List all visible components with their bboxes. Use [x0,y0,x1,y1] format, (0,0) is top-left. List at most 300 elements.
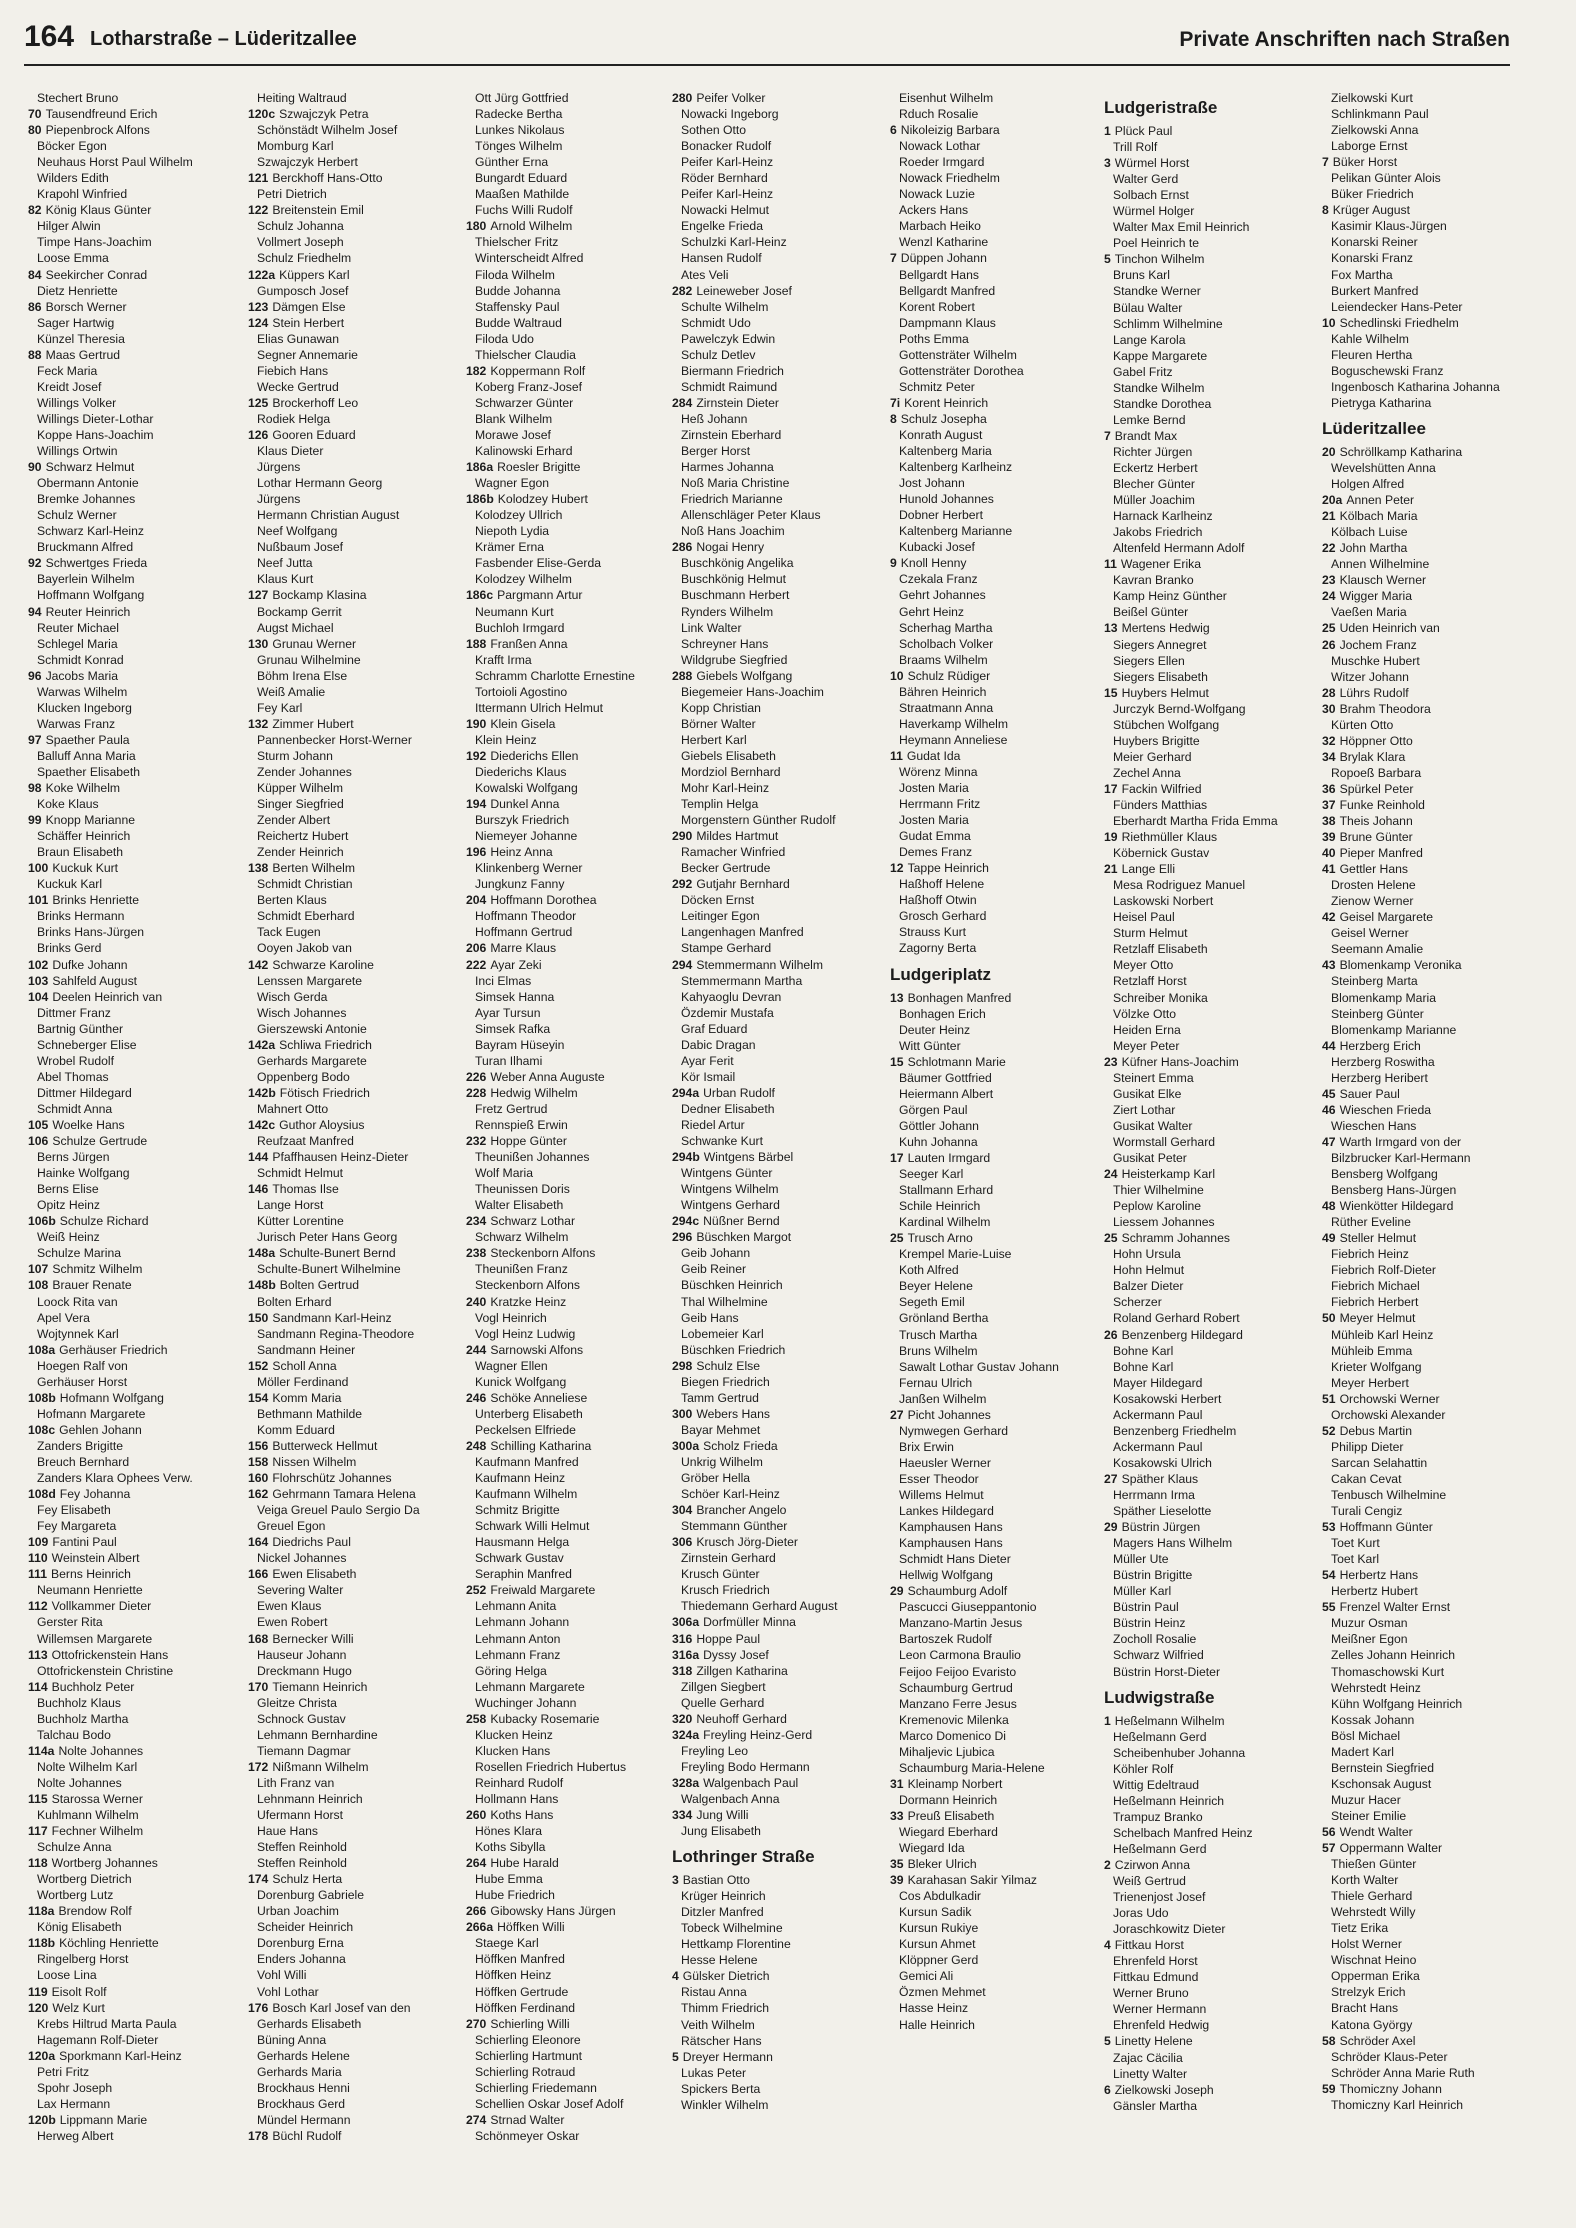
resident-name: Peifer Karl-Heinz [681,155,774,170]
column-6 [1104,90,1304,2210]
resident-entry [248,1775,448,1791]
house-number: 328a [672,1775,700,1790]
resident-entry [1322,1872,1522,1888]
house-number: 19 [1104,830,1118,845]
resident-entry [1104,492,1304,508]
resident-entry [1104,973,1304,989]
resident-entry [248,1871,448,1887]
resident-name: Wigger Maria [1339,589,1413,604]
resident-entry [1104,1214,1304,1230]
resident-name: Jung Elisabeth [681,1824,761,1839]
house-number: 248 [466,1438,487,1453]
resident-name: Neumann Kurt [475,604,554,619]
resident-name: Steller Helmut [1339,1231,1417,1246]
resident-entry [672,106,872,122]
resident-name: Müller Ute [1113,1552,1169,1567]
resident-entry [1322,218,1522,234]
resident-entry [890,411,1090,427]
resident-entry [1104,813,1304,829]
resident-entry [248,1518,448,1534]
resident-name: Cos Abdulkadir [899,1889,981,1904]
resident-entry [890,1680,1090,1696]
resident-name: Stein Herbert [272,315,345,330]
resident-entry [248,1374,448,1390]
resident-name: Noß Maria Christine [681,476,790,491]
house-number: 294a [672,1085,700,1100]
resident-name: Witt Günter [899,1038,961,1053]
resident-name: Weiß Gertrud [1113,1874,1186,1889]
resident-entry [672,1952,872,1968]
resident-entry [672,2049,872,2065]
resident-entry [1322,170,1522,186]
resident-entry [248,620,448,636]
resident-entry [890,748,1090,764]
resident-name: Tortoioli Agostino [475,684,568,699]
resident-entry [248,1647,448,1663]
resident-entry [1104,669,1304,685]
house-number: 108a [28,1342,56,1357]
resident-entry [1322,2097,1522,2113]
resident-name: Bonhagen Erich [899,1006,986,1021]
resident-name: Riedel Artur [681,1118,745,1132]
resident-entry [248,924,448,940]
house-number: 180 [466,219,487,234]
resident-name: Obermann Antonie [37,476,139,491]
resident-name: Krebs Hiltrud Marta Paula [37,2016,177,2031]
resident-name: Heisel Paul [1113,910,1175,925]
resident-entry [28,106,228,122]
resident-entry [1322,556,1522,572]
house-number: 55 [1322,1600,1336,1615]
resident-name: Steinberg Günter [1331,1006,1424,1021]
resident-entry [1322,1599,1522,1615]
resident-name: Timpe Hans-Joachim [37,235,152,250]
resident-name: Jakobs Friedrich [1113,525,1203,540]
resident-name: Görgen Paul [899,1102,968,1117]
resident-entry [248,1711,448,1727]
resident-name: Lunkes Nikolaus [475,123,565,138]
house-number: 21 [1322,509,1336,524]
resident-name: Kratzke Heinz [490,1294,567,1309]
house-number: 158 [248,1454,269,1469]
resident-name: Gerhards Elisabeth [257,2016,362,2031]
resident-entry [28,523,228,539]
resident-name: Lith Franz van [257,1775,335,1790]
resident-entry [248,1759,448,1775]
resident-entry [890,1118,1090,1134]
resident-name: Tobeck Wilhelmine [681,1921,783,1936]
resident-entry [1322,476,1522,492]
resident-entry [890,990,1090,1006]
resident-name: Annen Wilhelmine [1331,557,1430,572]
resident-entry [890,940,1090,956]
resident-name: Janßen Wilhelm [899,1391,987,1406]
resident-name: Wisch Johannes [257,1005,347,1020]
resident-entry [672,1069,872,1085]
resident-name: Strauss Kurt [899,925,967,940]
resident-name: Nowack Friedhelm [899,171,1000,186]
house-number: 96 [28,668,42,683]
resident-entry [1104,1809,1304,1825]
resident-entry [672,620,872,636]
resident-entry [890,1792,1090,1808]
resident-entry [1322,1808,1522,1824]
resident-name: Schaumburg Maria-Helene [899,1760,1045,1775]
resident-name: Kubacki Josef [899,540,975,555]
resident-entry [890,1455,1090,1471]
resident-entry [28,1695,228,1711]
resident-entry [1104,1857,1304,1873]
resident-name: Tönges Wilhelm [475,139,563,154]
resident-name: Zillgen Siegbert [681,1679,766,1694]
resident-name: Seeger Karl [899,1167,964,1182]
resident-name: Walgenbach Paul [703,1775,799,1790]
resident-entry [1322,941,1522,957]
resident-entry [466,1005,666,1021]
resident-name: Blank Wilhelm [475,411,553,426]
resident-name: Knopp Marianne [45,813,135,828]
resident-name: Gottensträter Wilhelm [899,347,1017,362]
resident-entry [1322,1840,1522,1856]
resident-name: Unkrig Wilhelm [681,1454,763,1469]
resident-entry [28,700,228,716]
resident-name: Rosellen Friedrich Hubertus [475,1759,627,1774]
resident-entry [1104,1391,1304,1407]
resident-name: Tenbusch Wilhelmine [1331,1487,1447,1502]
resident-name: Wintgens Bärbel [703,1150,794,1165]
resident-entry [890,892,1090,908]
resident-entry [672,379,872,395]
resident-entry [1104,2066,1304,2082]
resident-entry [1104,1230,1304,1246]
house-number: 39 [890,1873,904,1888]
resident-name: Höffken Heinz [475,1968,552,1983]
resident-entry [248,908,448,924]
resident-name: Grosch Gerhard [899,909,987,924]
resident-entry [248,1582,448,1598]
resident-name: Düppen Johann [900,251,987,266]
resident-name: Marre Klaus [490,941,557,956]
house-number: 47 [1322,1134,1336,1149]
house-number: 122a [248,267,276,282]
resident-name: Marbach Heiko [899,219,981,234]
resident-entry [28,2000,228,2016]
resident-entry [28,1261,228,1277]
resident-entry [466,1245,666,1261]
resident-entry [1322,1728,1522,1744]
resident-name: Haeusler Werner [899,1455,991,1470]
resident-name: Wrobel Rudolf [37,1053,114,1068]
resident-entry [466,1727,666,1743]
resident-entry [1322,186,1522,202]
resident-name: Steinert Emma [1113,1070,1194,1085]
resident-name: Eberhardt Martha Frida Emma [1113,814,1278,829]
resident-entry [672,1213,872,1229]
resident-entry [1322,492,1522,508]
resident-entry [466,1486,666,1502]
resident-entry [1104,620,1304,636]
resident-name: Brylak Klara [1339,749,1406,764]
resident-name: Lukas Peter [681,2065,747,2080]
resident-entry [1104,781,1304,797]
resident-entry [672,700,872,716]
resident-entry [890,1952,1090,1968]
resident-name: Siegers Elisabeth [1113,669,1208,684]
resident-name: Heßelmann Wilhelm [1114,1713,1225,1728]
resident-entry [28,1358,228,1374]
resident-entry [890,780,1090,796]
resident-entry [672,1133,872,1149]
resident-entry [248,2128,448,2144]
resident-entry [1104,637,1304,653]
resident-entry [890,1776,1090,1792]
resident-name: Sahlfeld August [52,973,138,988]
resident-name: Kaltenberg Maria [899,444,992,459]
resident-name: Reufzaat Manfred [257,1134,354,1149]
resident-entry [1322,685,1522,701]
resident-entry [1322,1615,1522,1631]
resident-entry [466,796,666,812]
resident-entry [1322,1744,1522,1760]
resident-entry [248,1967,448,1983]
resident-name: Loose Lina [37,1968,97,1983]
resident-name: Pelikan Günter Alois [1331,171,1441,186]
resident-name: Konarski Franz [1331,251,1413,266]
resident-name: Gehlen Johann [59,1422,142,1437]
resident-entry [466,2016,666,2032]
house-number: 125 [248,395,269,410]
resident-name: Morgenstern Günther Rudolf [681,813,836,828]
resident-name: Krieter Wolfgang [1331,1359,1422,1374]
resident-name: Mühleib Karl Heinz [1331,1327,1434,1342]
house-number: 238 [466,1246,487,1261]
resident-name: Langenhagen Manfred [681,925,804,940]
house-number: 120 [28,2000,49,2015]
resident-entry [890,1744,1090,1760]
resident-entry [1322,1439,1522,1455]
resident-name: Mesa Rodriguez Manuel [1113,878,1246,893]
resident-name: Bensberg Wolfgang [1331,1167,1438,1182]
resident-entry [890,1182,1090,1198]
resident-name: Preuß Elisabeth [907,1808,995,1823]
resident-name: Nolte Johannes [37,1775,122,1790]
resident-entry [248,1839,448,1855]
resident-name: Stemmermann Wilhelm [696,957,823,972]
resident-name: Mertens Hedwig [1121,621,1210,636]
resident-entry [672,475,872,491]
resident-entry [1322,701,1522,717]
resident-name: Eckertz Herbert [1113,460,1198,475]
resident-entry [672,443,872,459]
resident-name: Theis Johann [1339,814,1413,829]
resident-entry [28,379,228,395]
resident-entry [466,1294,666,1310]
resident-name: Hoffmann Günter [1339,1520,1433,1535]
resident-name: Fernau Ulrich [899,1375,973,1390]
resident-name: Wildgrube Siegfried [681,652,788,667]
resident-name: Schulz Werner [37,508,117,523]
resident-name: Kürten Otto [1331,717,1394,732]
resident-name: Zechel Anna [1113,765,1181,780]
resident-entry [28,1085,228,1101]
resident-entry [28,1582,228,1598]
resident-name: Josten Maria [899,781,969,796]
resident-name: Woelke Hans [52,1118,125,1132]
house-number: 120b [28,2112,56,2127]
resident-entry [1104,476,1304,492]
resident-name: Neef Wolfgang [257,524,338,539]
resident-entry [672,1936,872,1952]
resident-entry [466,154,666,170]
resident-name: Giebels Elisabeth [681,748,776,763]
house-number: 286 [672,540,693,555]
resident-entry [1322,845,1522,861]
resident-entry [1104,1761,1304,1777]
resident-name: Segner Annemarie [257,347,358,362]
house-number: 36 [1322,781,1336,796]
resident-entry [1322,1471,1522,1487]
resident-entry [466,1390,666,1406]
resident-entry [890,363,1090,379]
resident-name: Scholbach Volker [899,636,994,651]
resident-name: Zielkowski Kurt [1331,91,1413,105]
resident-name: Dorfmüller Minna [703,1615,796,1630]
resident-name: Wecke Gertrud [257,379,339,394]
resident-entry [1104,1777,1304,1793]
house-number: 13 [890,990,904,1005]
resident-entry [28,154,228,170]
resident-entry [1322,1118,1522,1134]
resident-name: Bäumer Gottfried [899,1070,992,1085]
resident-entry [466,1422,666,1438]
resident-name: Bernstein Siegfried [1331,1760,1434,1775]
house-number: 7 [1322,155,1329,170]
resident-name: Cakan Cevat [1331,1471,1402,1486]
resident-entry [1322,572,1522,588]
resident-entry [672,299,872,315]
resident-name: Schramm Johannes [1121,1231,1230,1246]
resident-entry [1104,1873,1304,1889]
resident-entry [466,989,666,1005]
resident-name: Oppermann Walter [1339,1841,1443,1856]
resident-name: Fötisch Friedrich [279,1085,370,1100]
resident-entry [466,395,666,411]
street-heading: Ludgeriplatz [890,964,992,984]
resident-name: Schierling Eleonore [475,2032,581,2047]
resident-name: Dedner Elisabeth [681,1101,775,1116]
house-number: 29 [890,1584,904,1599]
resident-entry [1104,861,1304,877]
resident-entry [1322,973,1522,989]
resident-name: Turali Cengiz [1331,1504,1403,1519]
resident-entry [1322,1359,1522,1375]
house-number: 110 [28,1551,48,1566]
resident-name: Komm Maria [272,1390,342,1405]
resident-entry [28,2080,228,2096]
resident-entry [28,748,228,764]
resident-entry [890,523,1090,539]
resident-entry [248,539,448,555]
resident-entry [28,1566,228,1582]
resident-name: Zocholl Rosalie [1113,1632,1197,1647]
resident-name: Gerhards Margarete [257,1053,367,1068]
resident-entry [1322,1567,1522,1583]
resident-entry [28,780,228,796]
resident-name: Brauer Renate [52,1278,132,1293]
resident-name: Ayar Tursun [475,1005,541,1020]
resident-name: Trill Rolf [1113,140,1158,155]
resident-entry [890,475,1090,491]
resident-entry [28,347,228,363]
resident-entry [1322,1936,1522,1952]
resident-entry [1104,1647,1304,1663]
resident-name: Schlotmann Marie [907,1054,1006,1069]
resident-entry [1322,524,1522,540]
resident-entry [248,170,448,186]
house-number: 306 [672,1535,693,1550]
resident-name: Welz Kurt [52,2000,105,2015]
resident-name: Ingenbosch Katharina Johanna [1331,379,1500,394]
resident-name: Vaeßen Maria [1331,605,1407,620]
resident-entry [466,2080,666,2096]
resident-name: Arnold Wilhelm [490,219,573,234]
house-number: 252 [466,1583,487,1598]
resident-entry [28,250,228,266]
resident-name: Kaufmann Heinz [475,1471,566,1486]
resident-name: Göring Helga [475,1663,547,1678]
resident-entry [28,1197,228,1213]
house-number: 156 [248,1438,269,1453]
resident-entry [672,459,872,475]
resident-entry [466,1342,666,1358]
resident-name: Walter Elisabeth [475,1198,564,1213]
resident-entry [1104,797,1304,813]
resident-name: Abel Thomas [37,1069,109,1084]
resident-name: Lührs Rudolf [1339,685,1409,700]
resident-entry [672,1117,872,1133]
resident-entry [466,1791,666,1807]
resident-entry [1322,893,1522,909]
resident-name: Bracht Hans [1331,2001,1399,2016]
resident-entry [672,892,872,908]
resident-name: Staffensky Paul [475,299,560,314]
resident-entry [890,1150,1090,1166]
resident-entry [466,1984,666,2000]
resident-name: Wienkötter Hildegard [1339,1199,1454,1214]
resident-entry [1104,332,1304,348]
resident-name: Mühleib Emma [1331,1343,1413,1358]
resident-entry [28,122,228,138]
resident-entry [248,475,448,491]
resident-entry [466,1374,666,1390]
resident-name: Heisterkamp Karl [1121,1167,1216,1182]
house-number: 178 [248,2128,269,2143]
resident-entry [466,1887,666,1903]
resident-entry [1104,1262,1304,1278]
resident-name: Göttler Johann [899,1118,979,1133]
resident-name: Weinstein Albert [51,1551,140,1566]
resident-name: Schröder Klaus-Peter [1331,2049,1448,2064]
resident-name: Geib Hans [681,1310,739,1325]
house-number: 142b [248,1085,276,1100]
house-number: 106 [28,1134,49,1149]
resident-entry [466,2128,666,2144]
resident-entry [248,1037,448,1053]
resident-entry [466,411,666,427]
resident-entry [890,1407,1090,1423]
resident-entry [466,331,666,347]
street-heading: Ludwigstraße [1104,1687,1215,1707]
